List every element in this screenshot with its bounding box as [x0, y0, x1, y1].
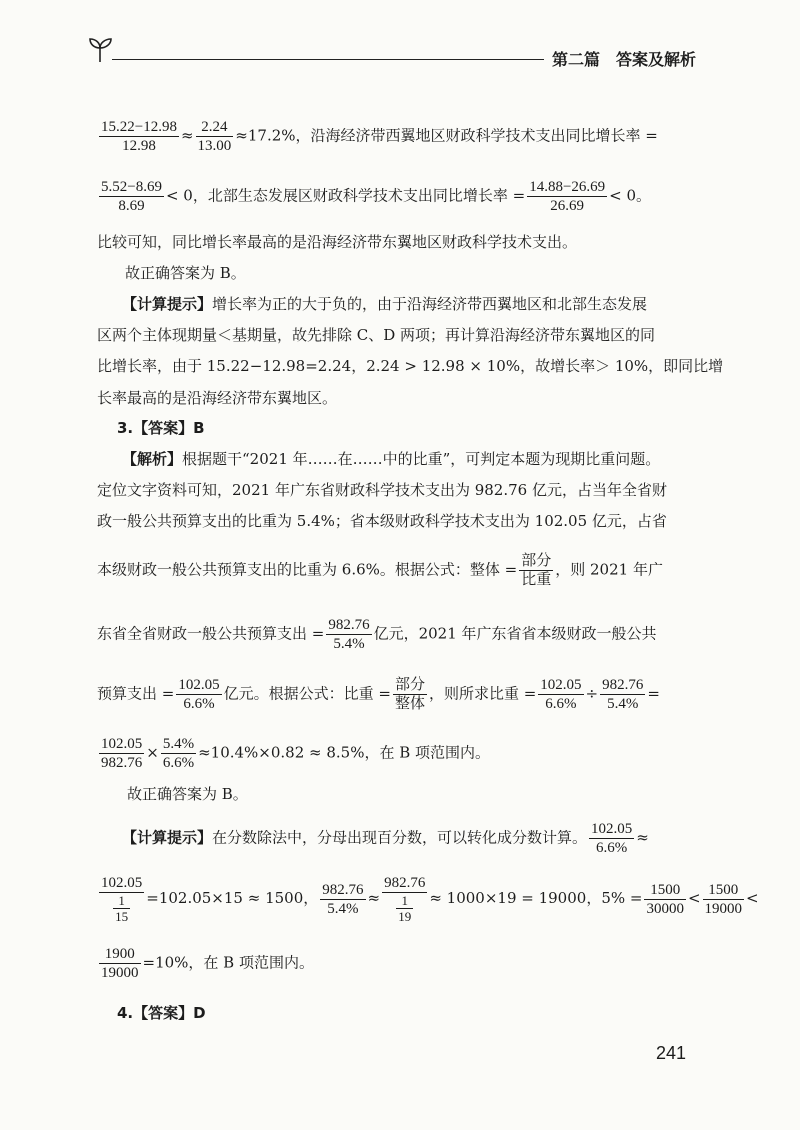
fraction: $\frac{1900}{19000}$	[101, 946, 139, 981]
q3-tip-line2: $\frac{102.05}{\frac{1}{15}}$ =102.05×15 ≈ 1500， $\frac{982.76}{5.4\%}$ ≈ $\frac{982.76}{\frac{1}{19}}$ ≈ 1000×19 = 19000，5% = $\frac{1500}{30000}$ < $\frac{1500}{19000}$ <	[101, 875, 759, 924]
header-title: 第二篇 答案及解析	[552, 50, 697, 69]
tip-label: 【计算提示】	[122, 295, 213, 313]
q2-tip-line3: 比增长率，由于 15.22−12.98=2.24，2.24 > 12.98 × 10%，故增长率＞ 10%，即同比增	[97, 357, 724, 375]
fraction: $\frac{982.76}{5.4\%}$	[328, 617, 370, 652]
q3-line5: 东省全省财政一般公共预算支出 = $\frac{982.76}{5.4\%}$ 亿元，2021 年广东省省本级财政一般公共	[97, 617, 657, 652]
q2-tip-line2: 区两个主体现期量＜基期量，故先排除 C、D 两项；再计算沿海经济带东翼地区的同	[97, 326, 656, 344]
q3-tip-line1: 【计算提示】在分数除法中，分母出现百分数，可以转化成分数计算。 $\frac{102.05}{6.6\%}$ ≈	[122, 821, 649, 856]
q2-line1: $\frac{15.22-12.98}{12.98}$ ≈ $\frac{2.24}{13.00}$ ≈17.2%，沿海经济带西翼地区财政科学技术支出同比增长率 =	[101, 119, 658, 154]
header-rule	[112, 59, 544, 60]
q3-line4: 本级财政一般公共预算支出的比重为 6.6%。根据公式：整体 = $\frac{\text{部分}}{\text{比重}}$ ，则 2021 年广	[97, 553, 663, 588]
q3-line7: $\frac{102.05}{982.76}$ × $\frac{5.4\%}{6.6\%}$ ≈10.4%×0.82 ≈ 8.5%，在 B 项范围内。	[101, 736, 491, 771]
q2-tip-line4: 长率最高的是沿海经济带东翼地区。	[97, 389, 338, 407]
q4-answer-head: 4.【答案】D	[117, 1004, 206, 1022]
fraction: $\frac{5.52-8.69}{8.69}$	[101, 179, 162, 214]
q2-line3: 比较可知，同比增长率最高的是沿海经济带东翼地区财政科学技术支出。	[97, 233, 578, 251]
fraction: $\frac{102.05}{\frac{1}{15}}$	[101, 875, 143, 924]
q2-tip-line1: 【计算提示】增长率为正的大于负的，由于沿海经济带西翼地区和北部生态发展	[122, 295, 648, 313]
fraction: $\frac{5.4\%}{6.6\%}$	[162, 736, 195, 771]
q3-analysis-line1: 【解析】根据题干“2021 年……在……中的比重”，可判定本题为现期比重问题。	[122, 450, 661, 468]
fraction: $\frac{2.24}{13.00}$	[197, 119, 232, 154]
fraction: $\frac{982.76}{5.4\%}$	[602, 677, 644, 712]
fraction: $\frac{1500}{19000}$	[704, 881, 743, 917]
fraction: $\frac{102.05}{6.6\%}$	[591, 821, 633, 856]
analysis-label: 【解析】	[122, 450, 183, 468]
fraction: $\frac{15.22-12.98}{12.98}$	[101, 119, 177, 154]
fraction: $\frac{1500}{30000}$	[646, 881, 684, 917]
tip-label: 【计算提示】	[122, 828, 213, 847]
q3-line2: 定位文字资料可知，2021 年广东省财政科学技术支出为 982.76 亿元，占当年全省财	[97, 481, 667, 499]
fraction: $\frac{982.76}{\frac{1}{19}}$	[384, 875, 426, 924]
fraction: $\frac{\text{部分}}{\text{整体}}$	[394, 677, 425, 712]
q3-line6: 预算支出 = $\frac{102.05}{6.6\%}$ 亿元。根据公式：比重 = $\frac{\text{部分}}{\text{整体}}$ ，则所求比重 = $\frac{102.05}{6.6\%}$ ÷ $\frac{982.76}{5.4\%}$ =	[97, 677, 660, 712]
q3-answer: 故正确答案为 B。	[127, 785, 248, 803]
fraction: $\frac{102.05}{6.6\%}$	[178, 677, 220, 712]
fraction: $\frac{982.76}{5.4\%}$	[322, 881, 364, 917]
q2-line2: $\frac{5.52-8.69}{8.69}$ < 0，北部生态发展区财政科学技术支出同比增长率 = $\frac{14.88-26.69}{26.69}$ < 0。	[101, 179, 652, 214]
q2-answer: 故正确答案为 B。	[125, 264, 246, 282]
page-number: 241	[656, 1043, 687, 1063]
q3-answer-head: 3.【答案】B	[117, 419, 205, 437]
fraction: $\frac{14.88-26.69}{26.69}$	[529, 179, 606, 214]
fraction: $\frac{102.05}{982.76}$	[101, 736, 143, 771]
q3-line3: 政一般公共预算支出的比重为 5.4%；省本级财政科学技术支出为 102.05 亿元，占省	[97, 512, 667, 530]
fraction: $\frac{\text{部分}}{\text{比重}}$	[521, 553, 552, 588]
q3-tip-line3: $\frac{1900}{19000}$ =10%，在 B 项范围内。	[101, 946, 314, 981]
fraction: $\frac{102.05}{6.6\%}$	[540, 677, 582, 712]
